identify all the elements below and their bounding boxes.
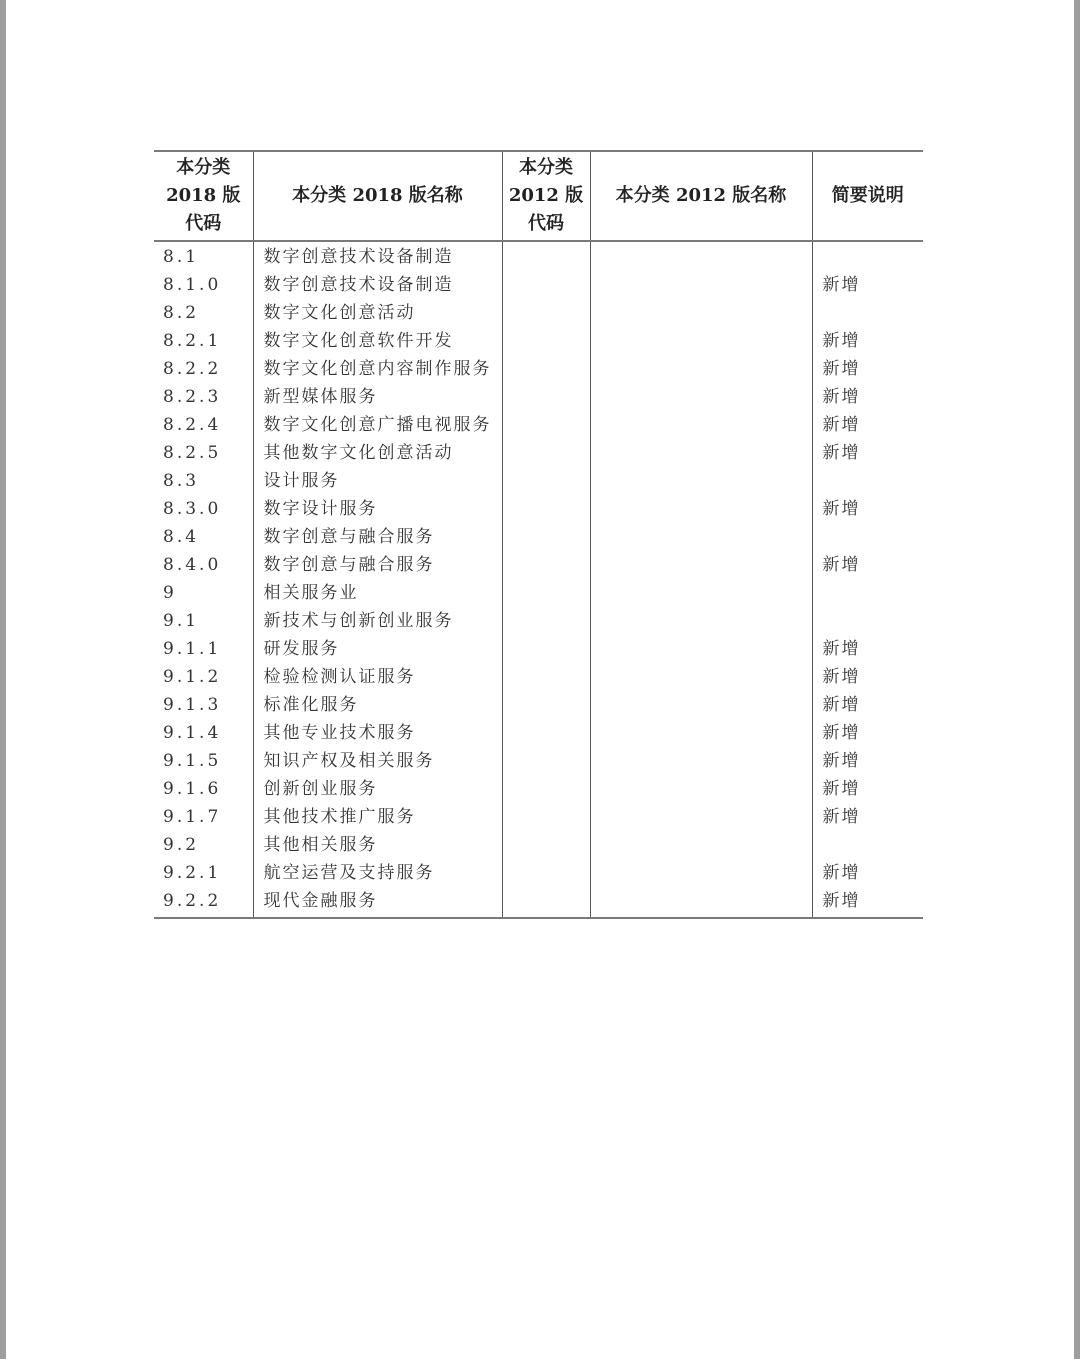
cell-name-2018: 创新创业服务 xyxy=(253,775,502,803)
table-row xyxy=(154,439,923,467)
cell-name-2018: 其他专业技术服务 xyxy=(253,719,502,747)
table-row xyxy=(154,355,923,383)
cell-name-2018: 数字创意与融合服务 xyxy=(253,523,502,551)
cell-name-2012 xyxy=(590,775,812,803)
cell-name-2018: 数字文化创意活动 xyxy=(253,299,502,327)
cell-name-2012 xyxy=(590,579,812,607)
cell-name-2018: 相关服务业 xyxy=(253,579,502,607)
table-row xyxy=(154,747,923,775)
cell-code-2018: 9.1.2 xyxy=(154,663,253,691)
table-row xyxy=(154,327,923,355)
table-row xyxy=(154,579,923,607)
table-row xyxy=(154,663,923,691)
header-row xyxy=(154,151,923,241)
cell-code-2018: 9.1.4 xyxy=(154,719,253,747)
cell-code-2018: 8.1 xyxy=(154,241,253,271)
cell-name-2012 xyxy=(590,467,812,495)
cell-code-2018: 9.1.1 xyxy=(154,635,253,663)
cell-code-2012 xyxy=(502,719,590,747)
cell-code-2018: 8.2 xyxy=(154,299,253,327)
table-row xyxy=(154,551,923,579)
table-body xyxy=(154,241,923,918)
cell-note: 新增 xyxy=(822,415,861,435)
header-name-2012 xyxy=(590,151,812,241)
cell-code-2018: 8.4 xyxy=(154,523,253,551)
cell-name-2018: 新技术与创新创业服务 xyxy=(253,607,502,635)
cell-code-2012 xyxy=(502,551,590,579)
cell-note: 新增 xyxy=(822,359,861,379)
table-row xyxy=(154,831,923,859)
cell-code-2012 xyxy=(502,439,590,467)
cell-name-2012 xyxy=(590,747,812,775)
table-row xyxy=(154,383,923,411)
cell-name-2018: 现代金融服务 xyxy=(253,887,502,918)
cell-note: 新增 xyxy=(822,863,861,883)
cell-code-2012 xyxy=(502,747,590,775)
cell-code-2012 xyxy=(502,495,590,523)
cell-code-2012 xyxy=(502,831,590,859)
cell-code-2012 xyxy=(502,467,590,495)
cell-name-2012 xyxy=(590,663,812,691)
table-row xyxy=(154,299,923,327)
cell-code-2012 xyxy=(502,411,590,439)
cell-name-2018: 数字创意技术设备制造 xyxy=(253,241,502,271)
table-row xyxy=(154,495,923,523)
classification-table xyxy=(154,150,923,919)
cell-code-2012 xyxy=(502,607,590,635)
table-row xyxy=(154,411,923,439)
cell-name-2018: 其他相关服务 xyxy=(253,831,502,859)
cell-name-2012 xyxy=(590,719,812,747)
table-row xyxy=(154,859,923,887)
cell-name-2018: 数字创意技术设备制造 xyxy=(253,271,502,299)
cell-code-2018: 9 xyxy=(154,579,253,607)
cell-note: 新增 xyxy=(822,331,861,351)
cell-note: 新增 xyxy=(822,779,861,799)
cell-code-2012 xyxy=(502,383,590,411)
cell-note xyxy=(812,523,923,551)
header-note-text: 简要说明 xyxy=(831,185,904,206)
header-code-2018-text: 本分类 2018 版 代码 xyxy=(166,157,241,234)
cell-code-2018: 8.1.0 xyxy=(154,271,253,299)
cell-code-2012 xyxy=(502,859,590,887)
cell-name-2012 xyxy=(590,831,812,859)
cell-note: 新增 xyxy=(822,275,861,295)
cell-code-2012 xyxy=(502,803,590,831)
cell-name-2012 xyxy=(590,355,812,383)
cell-code-2018: 8.2.1 xyxy=(154,327,253,355)
cell-note: 新增 xyxy=(822,807,861,827)
cell-name-2018: 研发服务 xyxy=(253,635,502,663)
cell-name-2012 xyxy=(590,411,812,439)
header-code-2012-text: 本分类 2012 版 代码 xyxy=(508,157,584,234)
cell-name-2012 xyxy=(590,551,812,579)
cell-note: 新增 xyxy=(822,751,861,771)
table-row xyxy=(154,467,923,495)
cell-name-2018: 标准化服务 xyxy=(253,691,502,719)
cell-note: 新增 xyxy=(822,443,861,463)
cell-note: 新增 xyxy=(822,387,861,407)
table-row xyxy=(154,775,923,803)
cell-name-2018: 数字创意与融合服务 xyxy=(253,551,502,579)
cell-code-2012 xyxy=(502,355,590,383)
cell-name-2012 xyxy=(590,691,812,719)
cell-name-2018: 数字设计服务 xyxy=(253,495,502,523)
header-name-2018-text: 本分类 2018 版名称 xyxy=(292,185,463,206)
cell-code-2012 xyxy=(502,241,590,271)
cell-note xyxy=(812,467,923,495)
cell-note: 新增 xyxy=(822,555,861,575)
table-row xyxy=(154,523,923,551)
cell-code-2018: 9.2.2 xyxy=(154,887,253,918)
table-row xyxy=(154,271,923,299)
cell-name-2018: 数字文化创意软件开发 xyxy=(253,327,502,355)
cell-note xyxy=(812,607,923,635)
header-code-2018 xyxy=(154,151,253,241)
cell-name-2018: 数字文化创意广播电视服务 xyxy=(253,411,502,439)
cell-code-2018: 9.1.5 xyxy=(154,747,253,775)
cell-code-2012 xyxy=(502,635,590,663)
cell-note xyxy=(812,579,923,607)
cell-name-2012 xyxy=(590,327,812,355)
cell-note xyxy=(812,241,923,271)
cell-code-2012 xyxy=(502,579,590,607)
cell-code-2018: 9.1 xyxy=(154,607,253,635)
cell-code-2012 xyxy=(502,691,590,719)
table-row xyxy=(154,719,923,747)
table-row xyxy=(154,607,923,635)
cell-note: 新增 xyxy=(822,639,861,659)
cell-code-2012 xyxy=(502,887,590,918)
cell-note: 新增 xyxy=(822,695,861,715)
document-page xyxy=(6,0,1074,1359)
cell-code-2018: 9.2 xyxy=(154,831,253,859)
cell-code-2018: 9.1.6 xyxy=(154,775,253,803)
cell-name-2012 xyxy=(590,803,812,831)
cell-code-2012 xyxy=(502,663,590,691)
cell-code-2018: 8.2.3 xyxy=(154,383,253,411)
cell-code-2018: 8.2.2 xyxy=(154,355,253,383)
cell-code-2012 xyxy=(502,327,590,355)
cell-note xyxy=(812,831,923,859)
cell-name-2012 xyxy=(590,523,812,551)
cell-code-2018: 8.2.5 xyxy=(154,439,253,467)
table-row xyxy=(154,691,923,719)
cell-code-2012 xyxy=(502,775,590,803)
cell-name-2012 xyxy=(590,299,812,327)
cell-name-2012 xyxy=(590,859,812,887)
cell-code-2018: 8.3.0 xyxy=(154,495,253,523)
table-row xyxy=(154,241,923,271)
cell-code-2018: 8.2.4 xyxy=(154,411,253,439)
cell-name-2018: 新型媒体服务 xyxy=(253,383,502,411)
cell-name-2012 xyxy=(590,383,812,411)
cell-name-2012 xyxy=(590,241,812,271)
cell-code-2018: 9.1.7 xyxy=(154,803,253,831)
cell-note: 新增 xyxy=(822,723,861,743)
cell-note: 新增 xyxy=(822,667,861,687)
cell-name-2018: 设计服务 xyxy=(253,467,502,495)
cell-code-2018: 8.4.0 xyxy=(154,551,253,579)
cell-name-2018: 其他技术推广服务 xyxy=(253,803,502,831)
cell-name-2018: 知识产权及相关服务 xyxy=(253,747,502,775)
cell-name-2012 xyxy=(590,635,812,663)
cell-name-2018: 数字文化创意内容制作服务 xyxy=(253,355,502,383)
cell-name-2012 xyxy=(590,887,812,918)
header-name-2018 xyxy=(253,151,502,241)
cell-code-2018: 9.1.3 xyxy=(154,691,253,719)
table-row xyxy=(154,887,923,918)
cell-name-2018: 航空运营及支持服务 xyxy=(253,859,502,887)
cell-code-2012 xyxy=(502,299,590,327)
cell-name-2012 xyxy=(590,607,812,635)
table-row xyxy=(154,803,923,831)
cell-note: 新增 xyxy=(822,499,861,519)
cell-note: 新增 xyxy=(812,887,923,918)
cell-code-2018: 8.3 xyxy=(154,467,253,495)
cell-name-2012 xyxy=(590,439,812,467)
cell-name-2012 xyxy=(590,495,812,523)
header-note xyxy=(812,151,923,241)
table-row xyxy=(154,635,923,663)
cell-name-2012 xyxy=(590,271,812,299)
cell-name-2018: 检验检测认证服务 xyxy=(253,663,502,691)
cell-note xyxy=(812,299,923,327)
header-name-2012-text: 本分类 2012 版名称 xyxy=(615,185,787,206)
cell-code-2012 xyxy=(502,523,590,551)
cell-code-2012 xyxy=(502,271,590,299)
header-code-2012 xyxy=(502,151,590,241)
cell-code-2018: 9.2.1 xyxy=(154,859,253,887)
cell-name-2018: 其他数字文化创意活动 xyxy=(253,439,502,467)
